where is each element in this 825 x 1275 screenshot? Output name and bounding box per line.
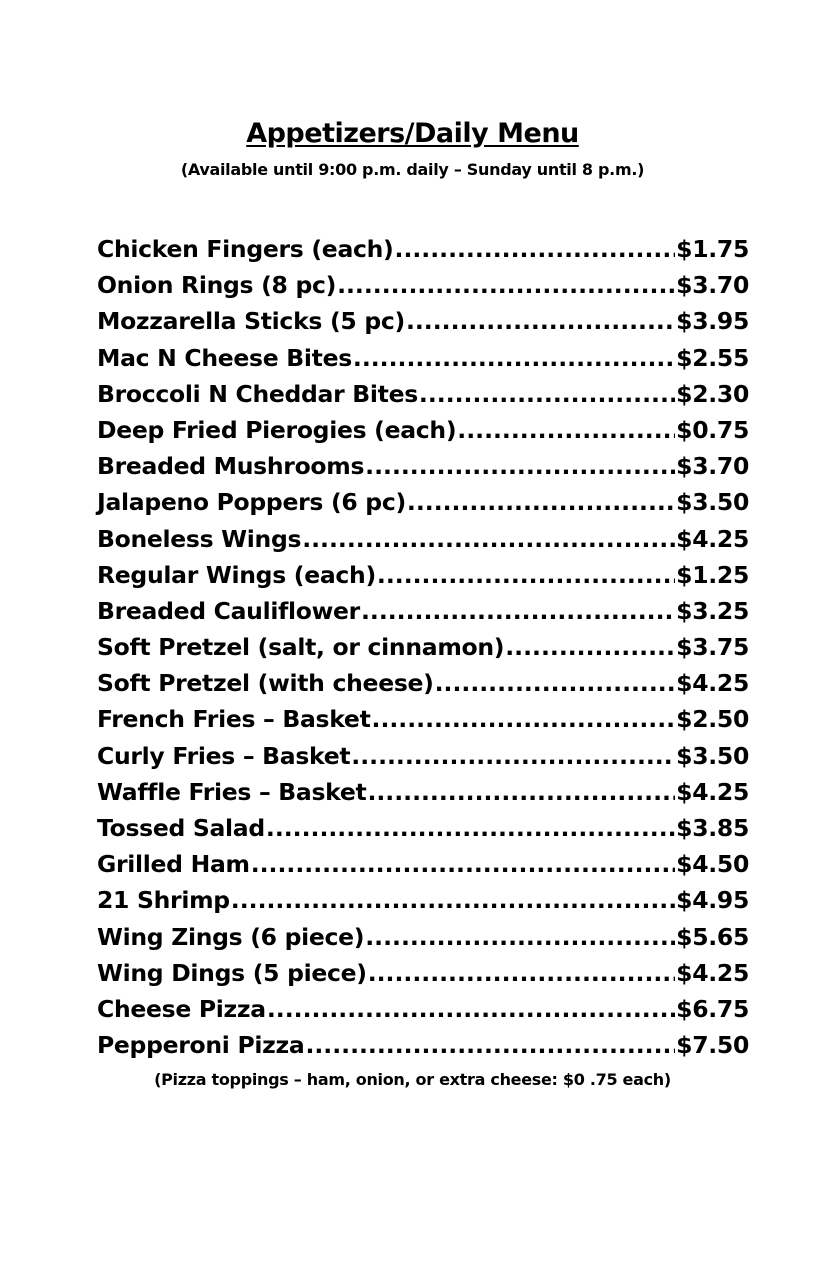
menu-item bbox=[97, 307, 749, 343]
dot-leader bbox=[419, 380, 675, 408]
menu-item-name: Mozzarella Sticks (5 pc) bbox=[97, 307, 405, 336]
menu-item-price: $2.50 bbox=[676, 705, 749, 734]
menu-item-price: $0.75 bbox=[676, 415, 749, 444]
menu-item-price: $3.70 bbox=[676, 271, 749, 300]
menu-item-price: $2.30 bbox=[676, 379, 749, 408]
menu-item-price: $4.25 bbox=[676, 777, 749, 806]
dot-leader bbox=[395, 235, 676, 263]
dot-leader bbox=[377, 561, 675, 589]
dot-leader bbox=[435, 669, 676, 697]
menu-item-name: Boneless Wings bbox=[97, 524, 302, 553]
menu-item bbox=[97, 814, 749, 850]
dot-leader bbox=[251, 850, 675, 878]
menu-item-name: Breaded Mushrooms bbox=[97, 452, 365, 481]
menu-item bbox=[97, 705, 749, 741]
menu-item bbox=[97, 525, 749, 561]
dot-leader bbox=[361, 597, 675, 625]
dot-leader bbox=[231, 886, 675, 914]
menu-item-price: $4.25 bbox=[676, 669, 749, 698]
menu-item-price: $1.25 bbox=[676, 560, 749, 589]
menu-item-name: French Fries – Basket bbox=[97, 705, 371, 734]
menu-item bbox=[97, 886, 749, 922]
menu-item bbox=[97, 380, 749, 416]
menu-item-price: $4.25 bbox=[676, 524, 749, 553]
menu-item bbox=[97, 633, 749, 669]
menu-item bbox=[97, 344, 749, 380]
menu-item-name: Grilled Ham bbox=[97, 850, 250, 879]
menu-item-price: $7.50 bbox=[676, 1031, 749, 1060]
menu-item-name: Tossed Salad bbox=[97, 814, 265, 842]
dot-leader bbox=[372, 705, 676, 733]
pizza-toppings-note: (Pizza toppings – ham, onion, or extra cheese: $0 .75 each) bbox=[154, 1070, 671, 1089]
menu-item-name: Breaded Cauliflower bbox=[97, 596, 360, 625]
menu-item bbox=[97, 778, 749, 814]
menu-item-price: $3.25 bbox=[676, 596, 749, 625]
dot-leader bbox=[365, 452, 675, 480]
menu-item-price: $1.75 bbox=[676, 235, 749, 263]
menu-item-name: 21 Shrimp bbox=[97, 886, 230, 915]
menu-item-price: $4.25 bbox=[676, 958, 749, 987]
menu-item-name: Deep Fried Pierogies (each) bbox=[97, 415, 457, 444]
menu-item-price: $3.70 bbox=[676, 452, 749, 481]
dot-leader bbox=[368, 959, 675, 987]
menu-list bbox=[97, 235, 749, 1067]
menu-item-price: $3.50 bbox=[676, 488, 749, 517]
menu-item bbox=[97, 923, 749, 959]
menu-item bbox=[97, 452, 749, 488]
dot-leader bbox=[267, 995, 675, 1023]
menu-item-name: Soft Pretzel (with cheese) bbox=[97, 669, 434, 698]
menu-item bbox=[97, 959, 749, 995]
menu-item-name: Wing Dings (5 piece) bbox=[97, 958, 367, 987]
menu-item-name: Pepperoni Pizza bbox=[97, 1031, 305, 1060]
dot-leader bbox=[266, 814, 675, 842]
menu-item-name: Chicken Fingers (each) bbox=[97, 235, 394, 263]
menu-item-name: Onion Rings (8 pc) bbox=[97, 271, 337, 300]
menu-item bbox=[97, 669, 749, 705]
menu-item bbox=[97, 561, 749, 597]
menu-item-name: Wing Zings (6 piece) bbox=[97, 922, 365, 951]
dot-leader bbox=[407, 488, 675, 516]
menu-item-name: Jalapeno Poppers (6 pc) bbox=[97, 488, 406, 517]
menu-item bbox=[97, 235, 749, 271]
menu-item bbox=[97, 416, 749, 452]
menu-item bbox=[97, 1031, 749, 1067]
menu-item bbox=[97, 850, 749, 886]
menu-item-price: $2.55 bbox=[676, 343, 749, 372]
page-title: Appetizers/Daily Menu bbox=[246, 118, 579, 149]
menu-item-price: $4.95 bbox=[676, 886, 749, 915]
dot-leader bbox=[505, 633, 675, 661]
menu-item-name: Broccoli N Cheddar Bites bbox=[97, 379, 418, 408]
dot-leader bbox=[367, 778, 675, 806]
menu-item-price: $4.50 bbox=[676, 850, 749, 879]
menu-item-name: Cheese Pizza bbox=[97, 994, 266, 1023]
dot-leader bbox=[353, 344, 675, 372]
menu-item bbox=[97, 488, 749, 524]
menu-item-name: Soft Pretzel (salt, or cinnamon) bbox=[97, 633, 505, 662]
dot-leader bbox=[457, 416, 675, 444]
menu-item bbox=[97, 271, 749, 307]
dot-leader bbox=[337, 271, 675, 299]
menu-item bbox=[97, 995, 749, 1031]
menu-item-name: Curly Fries – Basket bbox=[97, 741, 351, 770]
menu-item-price: $3.75 bbox=[676, 633, 749, 662]
dot-leader bbox=[302, 525, 675, 553]
menu-item-price: $3.95 bbox=[676, 307, 749, 336]
dot-leader bbox=[406, 307, 675, 335]
menu-item-name: Regular Wings (each) bbox=[97, 560, 376, 589]
menu-item bbox=[97, 742, 749, 778]
dot-leader bbox=[365, 923, 675, 951]
availability-note: (Available until 9:00 p.m. daily – Sunday until 8 p.m.) bbox=[180, 160, 645, 179]
menu-item-price: $3.85 bbox=[676, 814, 749, 842]
menu-item-name: Waffle Fries – Basket bbox=[97, 777, 367, 806]
dot-leader bbox=[351, 742, 675, 770]
menu-item-price: $6.75 bbox=[676, 994, 749, 1023]
menu-item-name: Mac N Cheese Bites bbox=[97, 343, 352, 372]
menu-item-price: $3.50 bbox=[676, 741, 749, 770]
dot-leader bbox=[305, 1031, 675, 1059]
menu-item bbox=[97, 597, 749, 633]
menu-item-price: $5.65 bbox=[676, 922, 749, 951]
